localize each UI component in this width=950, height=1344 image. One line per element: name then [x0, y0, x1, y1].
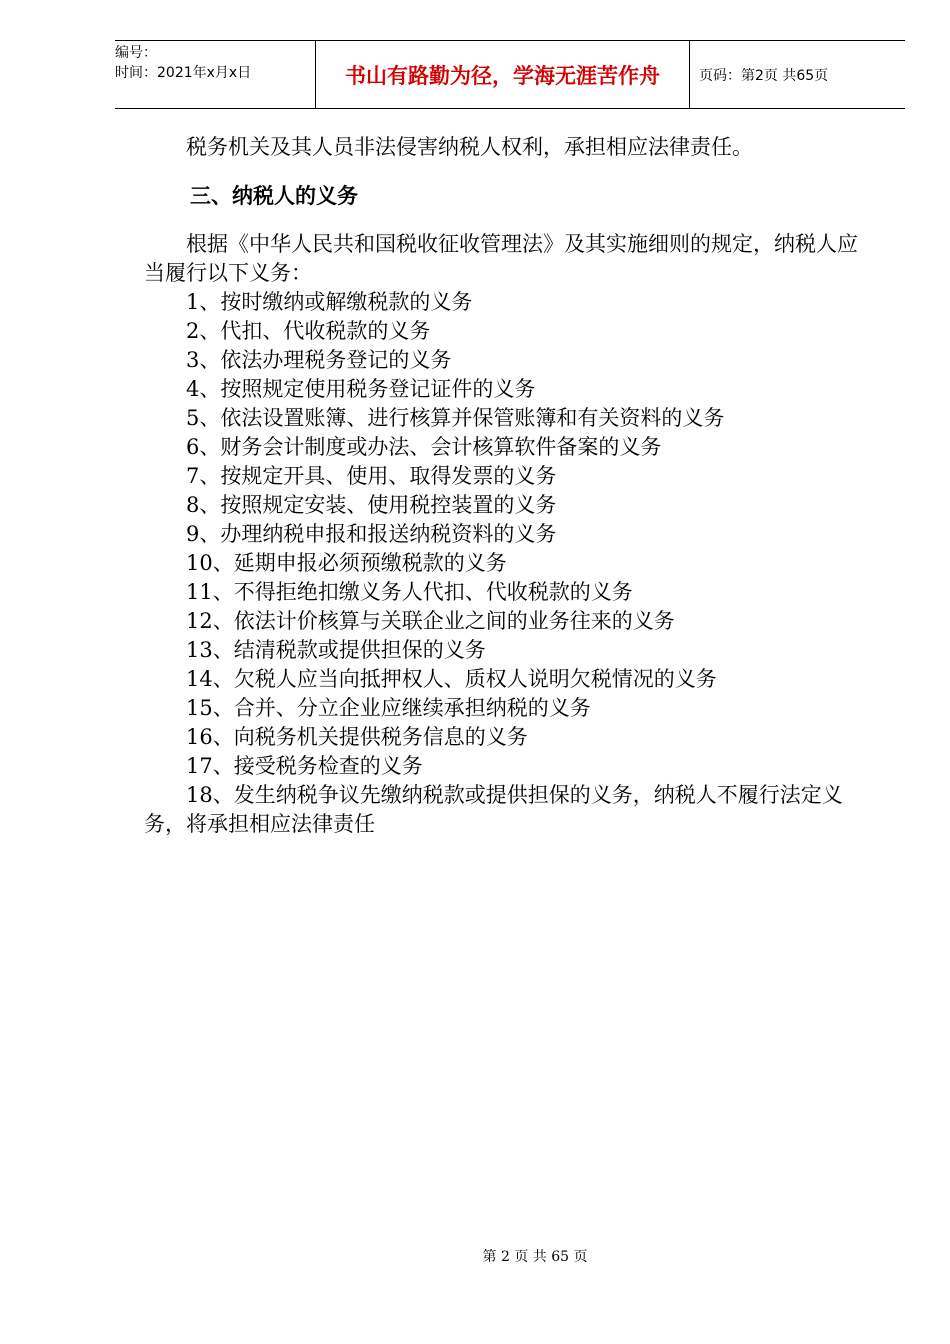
list-item: 13、结清税款或提供担保的义务 [186, 638, 486, 662]
list-item: 17、接受税务检查的义务 [186, 754, 423, 778]
list-item: 3、依法办理税务登记的义务 [186, 348, 452, 372]
header-motto: 书山有路勤为径，学海无涯苦作舟 [345, 63, 660, 88]
document-body [144, 133, 858, 839]
list-item: 12、依法计价核算与关联企业之间的业务往来的义务 [186, 609, 675, 633]
list-item: 1、按时缴纳或解缴税款的义务 [186, 290, 473, 314]
page-header [115, 40, 905, 109]
list-item: 4、按照规定使用税务登记证件的义务 [186, 377, 536, 401]
list-item: 15、合并、分立企业应继续承担纳税的义务 [186, 696, 591, 720]
list-item: 14、欠税人应当向抵押权人、质权人说明欠税情况的义务 [186, 667, 717, 691]
list-item: 10、延期申报必须预缴税款的义务 [186, 551, 507, 575]
header-page-code: 页码：第2页 共65页 [699, 67, 829, 84]
time-label: 时间：2021年x月x日 [115, 65, 252, 81]
header-motto-cell [315, 41, 690, 108]
header-meta [115, 41, 315, 108]
page-footer: 第 2 页 共 65 页 [482, 1249, 588, 1265]
list-item: 6、财务会计制度或办法、会计核算软件备案的义务 [186, 435, 662, 459]
duties-list [144, 288, 858, 839]
list-item: 18、发生纳税争议先缴纳税款或提供担保的义务，纳税人不履行法定义务，将承担相应法律责任 [144, 783, 843, 836]
list-item: 16、向税务机关提供税务信息的义务 [186, 725, 528, 749]
list-item: 8、按照规定安装、使用税控装置的义务 [186, 493, 557, 517]
list-item: 9、办理纳税申报和报送纳税资料的义务 [186, 522, 557, 546]
list-item: 2、代扣、代收税款的义务 [186, 319, 431, 343]
header-page-cell [689, 41, 905, 108]
doc-number-label: 编号： [115, 45, 157, 61]
list-item: 11、不得拒绝扣缴义务人代扣、代收税款的义务 [186, 580, 633, 604]
list-item: 7、按规定开具、使用、取得发票的义务 [186, 464, 557, 488]
intro-paragraph: 税务机关及其人员非法侵害纳税人权利，承担相应法律责任。 [186, 135, 753, 159]
lead-paragraph: 根据《中华人民共和国税收征收管理法》及其实施细则的规定，纳税人应当履行以下义务： [144, 232, 858, 285]
section-heading: 三、纳税人的义务 [190, 184, 358, 208]
list-item: 5、依法设置账簿、进行核算并保管账簿和有关资料的义务 [186, 406, 725, 430]
